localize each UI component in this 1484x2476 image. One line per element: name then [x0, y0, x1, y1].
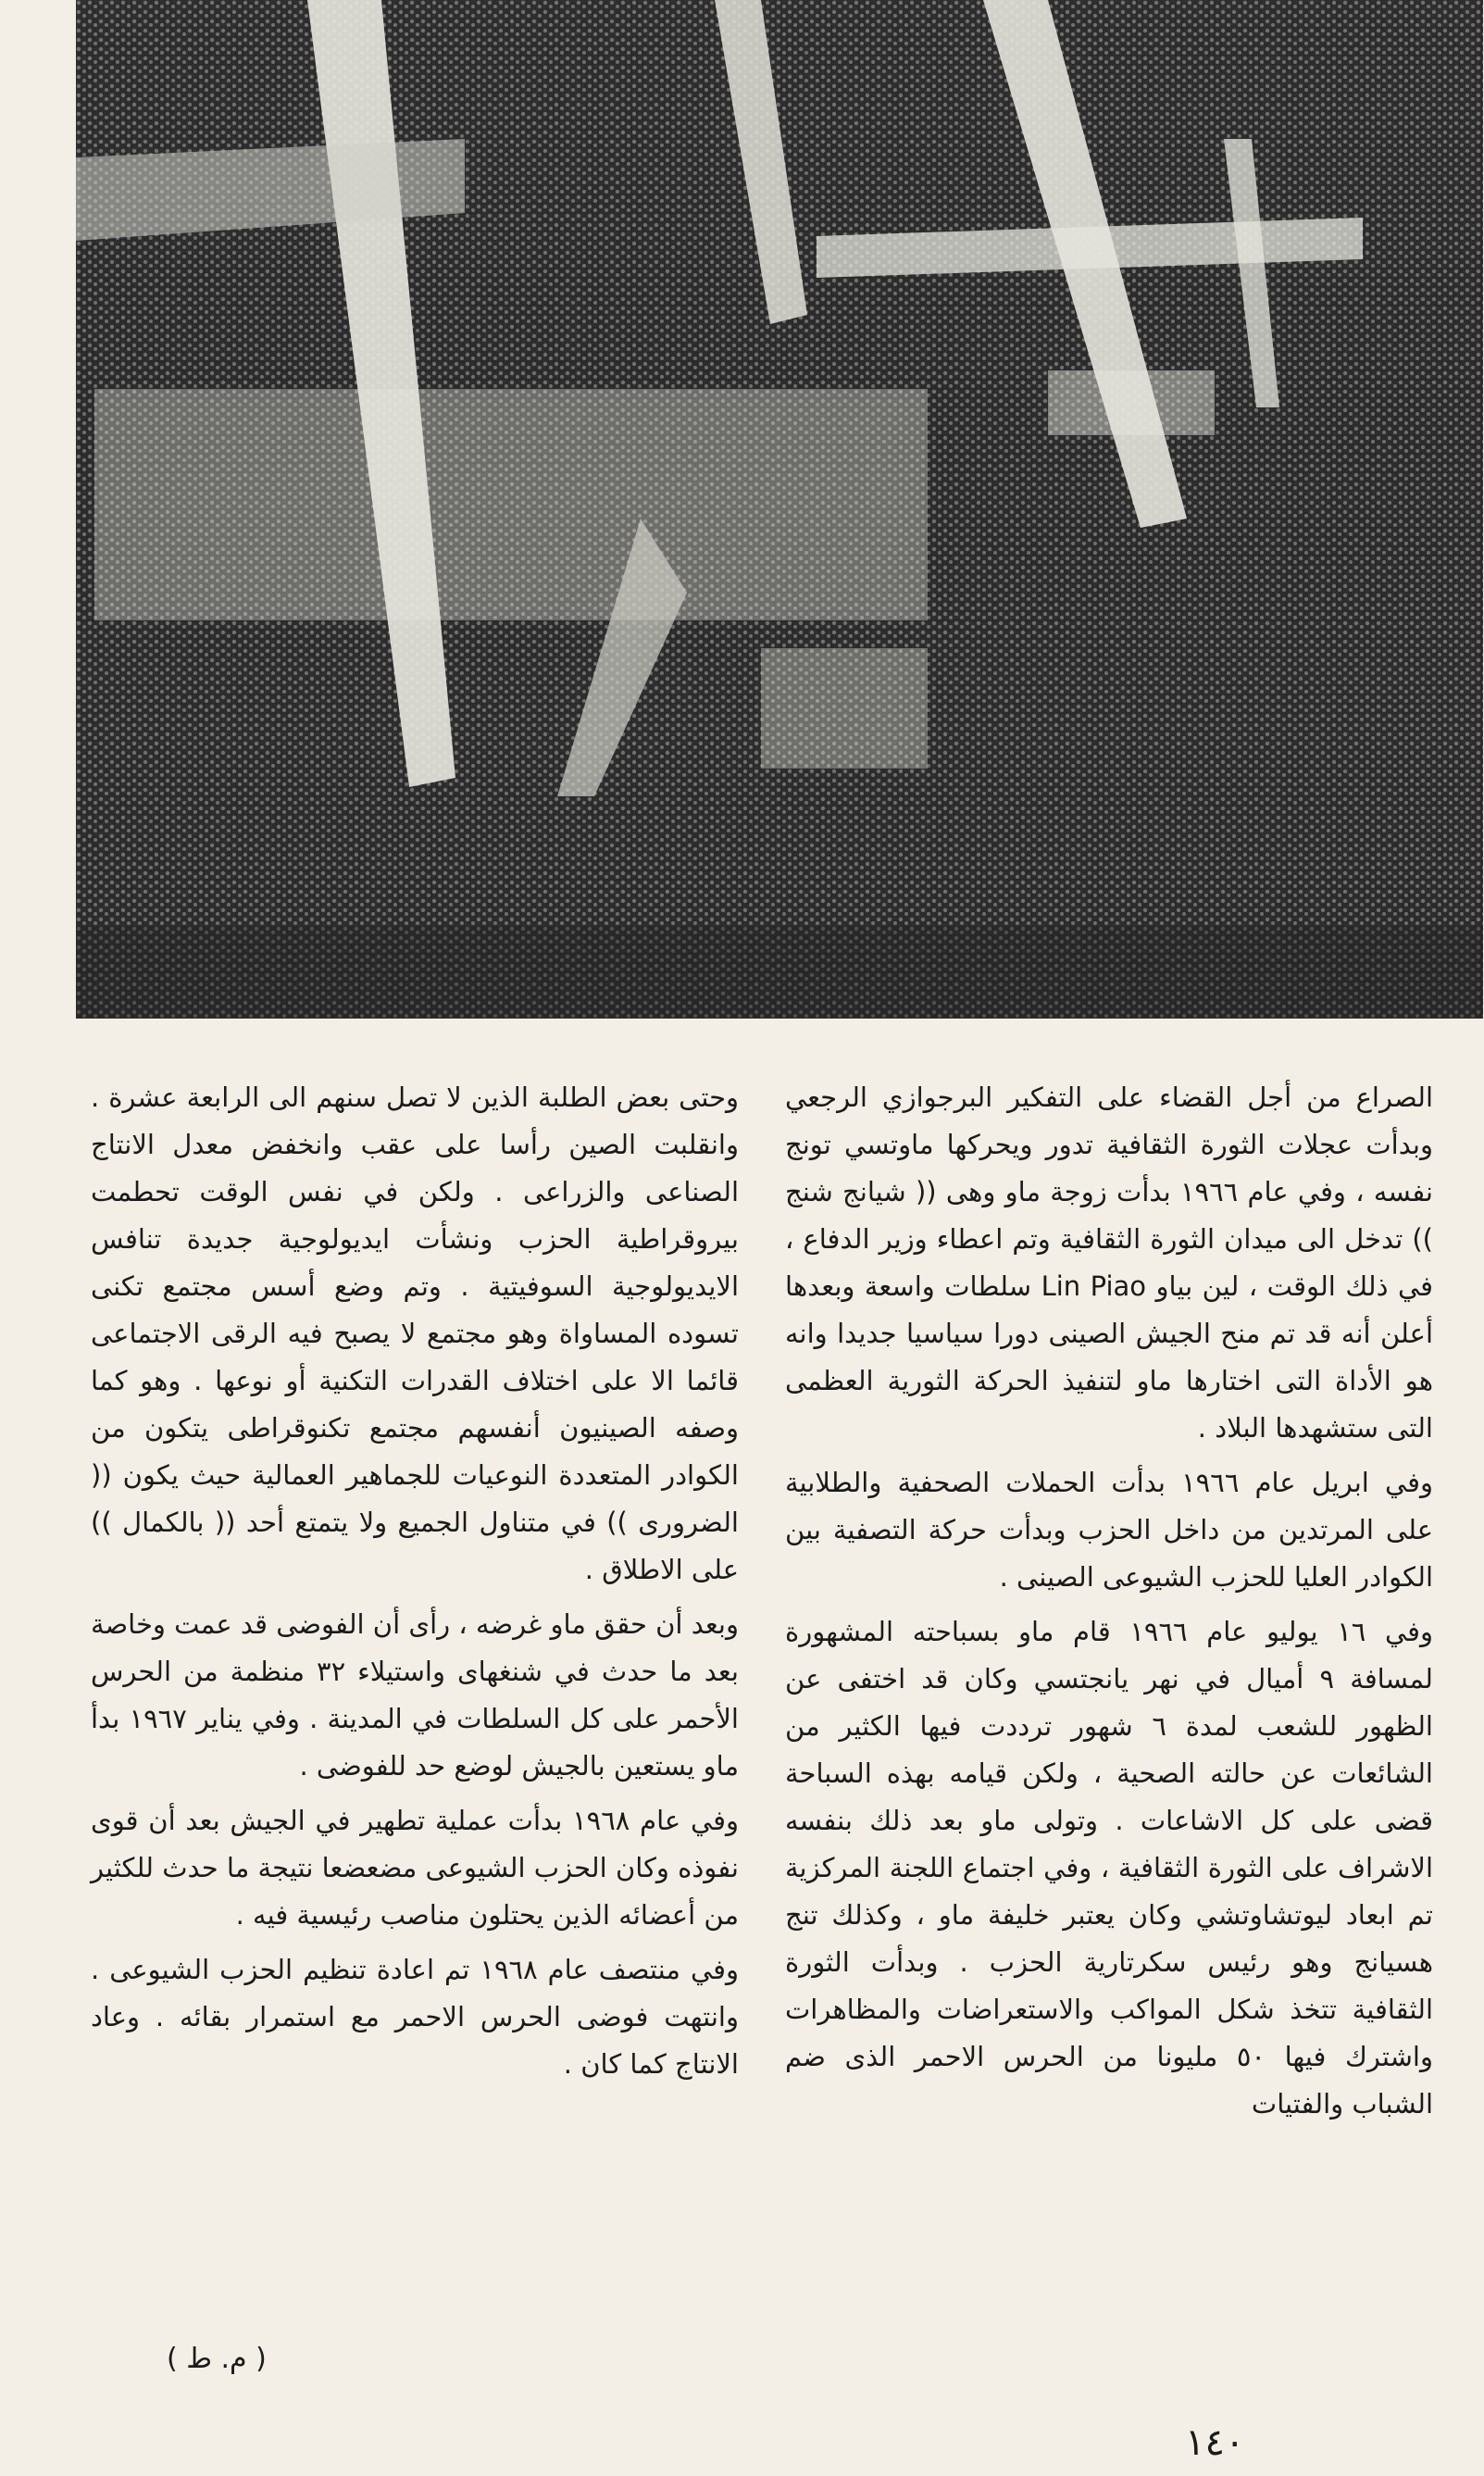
article-left-column	[91, 1074, 739, 2095]
paragraph-right-1: الصراع من أجل القضاء على التفكير البرجوازي الرجعي وبدأت عجلات الثورة الثقافية تدور ويحركها ماوتسي تونج نفسه ، وفي عام ١٩٦٦ بدأت زوجة ماو وهى (( شيانج شنج )) تدخل الى ميدان الثورة الثقافية وتم اعطاء وزير الدفاع ، في ذلك الوقت ، لين بياو Lin Piao سلطات واسعة وبعدها أعلن أنه قد تم منح الجيش الصينى دورا سياسيا جديدا وانه هو الأداة التى اختارها ماو لتنفيذ الحركة الثورية العظمى التى ستشهدها البلاد .	[785, 1082, 1434, 1444]
paragraph-left-2: وبعد أن حقق ماو غرضه ، رأى أن الفوضى قد عمت وخاصة بعد ما حدث في شنغهاى واستيلاء ٣٢ منظمة من الحرس الأحمر على كل السلطات في المدينة . وفي يناير ١٩٦٧ بدأ ماو يستعين بالجيش لوضع حد للفوضى .	[91, 1608, 739, 1782]
paragraph-left-4: وفي منتصف عام ١٩٦٨ تم اعادة تنظيم الحزب الشيوعى . وانتهت فوضى الحرس الاحمر مع استمرار بقائه . وعاد الانتاج كما كان .	[91, 1954, 739, 2080]
author-signature: ( م. ط )	[167, 2343, 267, 2375]
paragraph-right-3: وفي ١٦ يوليو عام ١٩٦٦ قام ماو بسباحته المشهورة لمسافة ٩ أميال في نهر يانجتسي وكان قد اختفى عن الظهور للشعب لمدة ٦ شهور ترددت فيها الكثير من الشائعات عن حالته الصحية ، ولكن قيامه بهذه السباحة قضى على كل الاشاعات . وتولى ماو بعد ذلك بنفسه الاشراف على الثورة الثقافية ، وفي اجتماع اللجنة المركزية تم ابعاد ليوتشاوتشي وكان يعتبر خليفة ماو ، وكذلك تنج هسيانج وهو رئيس سكرتارية الحزب . وبدأت الثورة الثقافية تتخذ شكل المواكب والاستعراضات والمظاهرات واشترك فيها ٥٠ مليونا من الحرس الاحمر الذى ضم الشباب والفتيات	[785, 1616, 1433, 2120]
paragraph-right-2: وفي ابريل عام ١٩٦٦ بدأت الحملات الصحفية والطلابية على المرتدين من داخل الحزب وبدأت حركة التصفية بين الكوادر العليا للحزب الشيوعى الصينى .	[785, 1467, 1433, 1593]
rally-crowd-photo	[76, 0, 1483, 1019]
page-number: ١٤٠	[1185, 2421, 1245, 2464]
article-right-column	[785, 1074, 1433, 2135]
paragraph-left-3: وفي عام ١٩٦٨ بدأت عملية تطهير في الجيش بعد أن قوى نفوذه وكان الحزب الشيوعى مضعضعا نتيجة ما حدث للكثير من أعضائه الذين يحتلون مناصب رئيسية فيه .	[91, 1805, 739, 1931]
crowd-banners-illustration	[76, 0, 1483, 1019]
paragraph-left-1: وحتى بعض الطلبة الذين لا تصل سنهم الى الرابعة عشرة . وانقلبت الصين رأسا على عقب وانخفض معدل الانتاج الصناعى والزراعى . ولكن في نفس الوقت تحطمت بيروقراطية الحزب ونشأت ايديولوجية جديدة تنافس الايديولوجية السوفيتية . وتم وضع أسس مجتمع تكنى تسوده المساواة وهو مجتمع لا يصبح فيه الرقى الاجتماعى قائما الا على اختلاف القدرات التكنية أو نوعها . وهو كما وصفه الصينيون أنفسهم مجتمع تكنوقراطى يتكون من الكوادر المتعددة النوعيات للجماهير العمالية حيث يكون (( الضرورى )) في متناول الجميع ولا يتمتع أحد (( بالكمال )) على الاطلاق .	[91, 1082, 739, 1585]
